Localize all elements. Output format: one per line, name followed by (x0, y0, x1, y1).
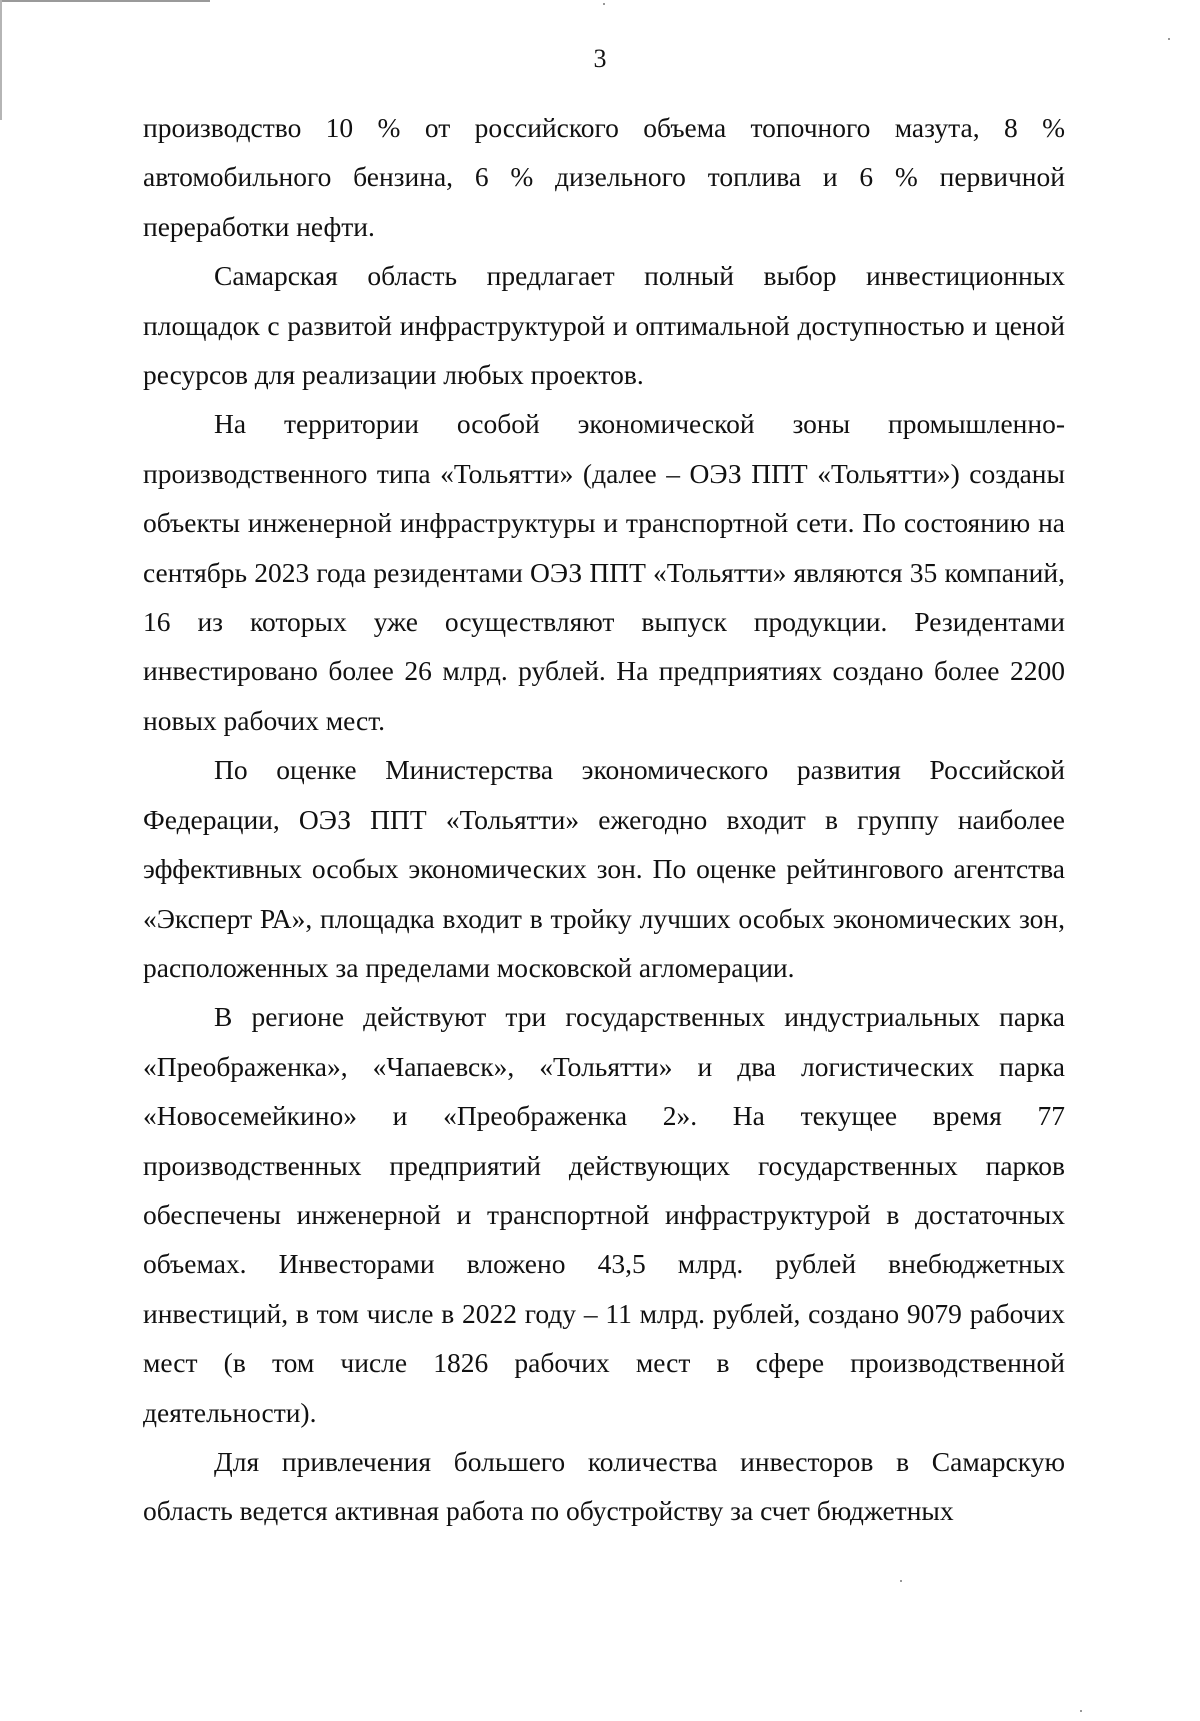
scan-edge-top (0, 0, 210, 2)
scan-speck (1168, 38, 1170, 40)
paragraph: По оценке Министерства экономического развития Российской Федерации, ОЭЗ ППТ «Тольятти» ежегодно входит в группу наиболее эффективных особых экономических зон. По оценке рейтингового агентства «Эксперт РА», площадка входит в тройку лучших особых экономических зон, расположенных за пределами московской агломерации. (143, 754, 1065, 983)
page-number: 3 (593, 44, 607, 73)
paragraph: Самарская область предлагает полный выбор инвестиционных площадок с развитой инфраструктурой и оптимальной доступностью и ценой ресурсов для реализации любых проектов. (143, 260, 1065, 391)
paragraph: В регионе действуют три государственных индустриальных парка «Преображенка», «Чапаевск», «Тольятти» и два логистических парка «Новосемейкино» и «Преображенка 2». На текущее время 77 производственных предприятий действующих государственных парков обеспечены инженерной и транспортной инфраструктурой в достаточных объемах. Инвесторами вложено 43,5 млрд. рублей внебюджетных инвестиций, в том числе в 2022 году – 11 млрд. рублей, создано 9079 рабочих мест (в том числе 1826 рабочих мест в сфере производственной деятельности). (143, 1001, 1065, 1428)
document-body (143, 103, 1065, 1536)
paragraph-continued: производство 10 % от российского объема топочного мазута, 8 % автомобильного бензина, 6 % дизельного топлива и 6 % первичной переработки нефти. (143, 112, 1065, 242)
scan-speck (603, 3, 605, 5)
paragraph: На территории особой экономической зоны промышленно-производственного типа «Тольятти» (далее – ОЭЗ ППТ «Тольятти») созданы объекты инженерной инфраструктуры и транспортной сети. По состоянию на сентябрь 2023 года резидентами ОЭЗ ППТ «Тольятти» являются 35 компаний, 16 из которых уже осуществляют выпуск продукции. Резидентами инвестировано более 26 млрд. рублей. На предприятиях создано более 2200 новых рабочих мест. (143, 408, 1065, 736)
paragraph: Для привлечения большего количества инвесторов в Самарскую область ведется активная работа по обустройству за счет бюджетных (143, 1445, 1065, 1527)
scan-speck (900, 1580, 902, 1582)
scan-speck (1080, 1710, 1082, 1712)
